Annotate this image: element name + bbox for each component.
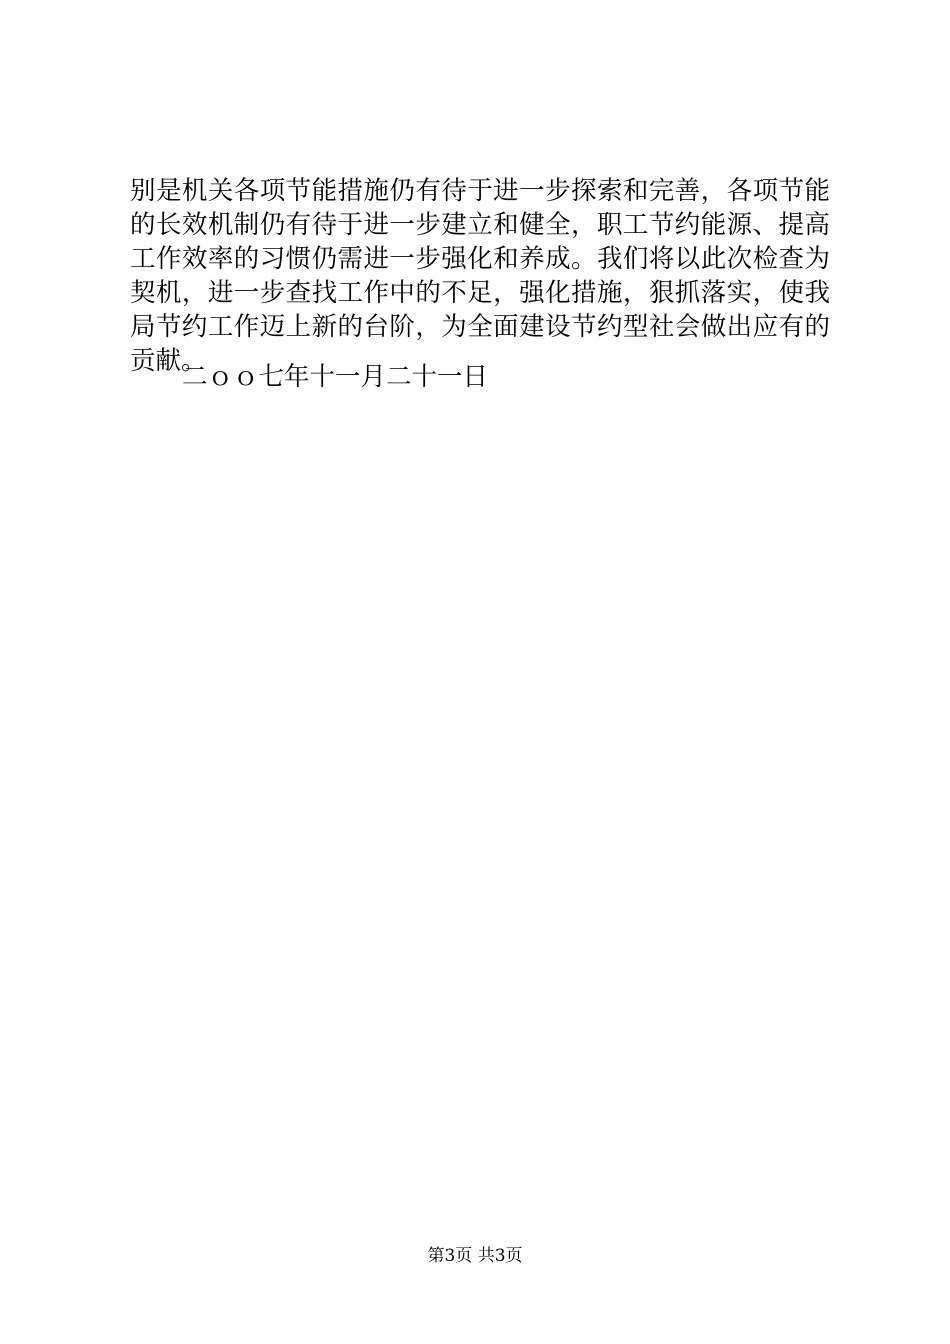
document-date: 二ｏｏ七年十一月二十一日 [182,362,489,392]
body-paragraph [130,174,830,378]
page-number-footer: 第3页 共3页 [427,1246,523,1266]
paragraph-line: 别是机关各项节能措施仍有待于进一步探索和完善，各项节能 [130,176,830,206]
paragraph-line: 贡献。 [130,346,207,376]
paragraph-line: 局节约工作迈上新的台阶，为全面建设节约型社会做出应有的 [130,312,830,342]
paragraph-line: 的长效机制仍有待于进一步建立和健全，职工节约能源、提高 [130,210,830,240]
paragraph-line: 契机，进一步查找工作中的不足，强化措施，狠抓落实，使我 [130,278,830,308]
paragraph-line: 工作效率的习惯仍需进一步强化和养成。我们将以此次检查为 [130,244,830,274]
